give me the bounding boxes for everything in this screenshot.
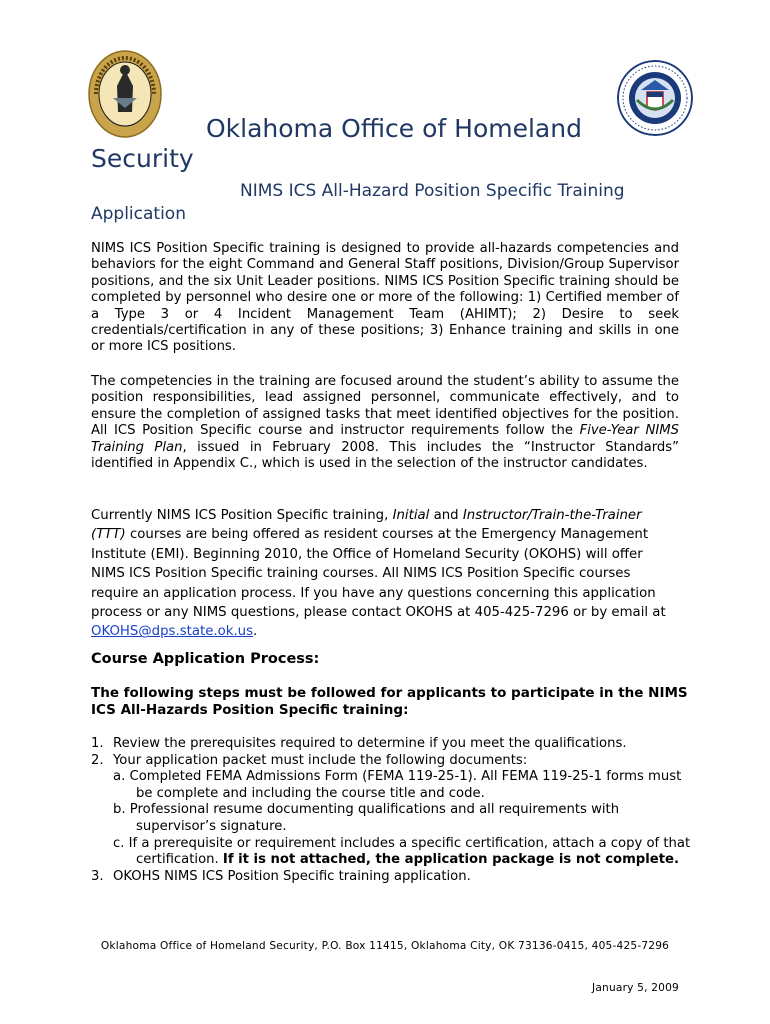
list-number: 2. [91,752,104,768]
paragraph-text: courses are being offered as resident courses at the Emergency Management Institute (EMI). Beginning 2010, the Office of Homeland Security (OKOHS) will offer NIMS ICS Position Specific training courses. All NIMS ICS Position Specific courses require an application process. If you have any questions concerning this application process or any NIMS questions, please contact OKOHS at 405-425-7296 or by email at [91,527,666,621]
sub-list-item [91,836,691,869]
courses-paragraph [91,506,679,642]
sub-list-item [91,802,691,835]
list-item-text: Review the prerequisites required to determine if you meet the qualifications. [113,736,627,751]
contact-email-link[interactable]: OKOHS@dps.state.ok.us [91,624,254,640]
oklahoma-homeland-security-seal [88,50,162,138]
dhs-seal [617,60,693,136]
list-number: 1. [91,736,104,751]
process-intro: The following steps must be followed for applicants to participate in the NIMS ICS All-Hazards Position Specific training: [91,685,688,718]
paragraph-text: Currently NIMS ICS Position Specific training, [91,508,393,523]
paragraph-text: The competencies in the training are focused around the student’s ability to assume the position responsibilities, lead assigned personnel, communicate effectively, and to ensure the completion of assigned tasks that meet identified objectives for the position. All ICS Position Specific course and instructor requirements follow the [91,374,679,439]
list-letter: b. [113,802,126,818]
list-item [91,869,691,886]
list-letter: c. [113,835,125,851]
list-item [91,753,691,770]
paragraph-text: . [253,624,258,640]
list-item-text: Your application packet must include the following documents: [113,752,528,768]
paragraph-text: and [429,508,463,523]
page-title-continued: Security [91,144,194,173]
process-heading: Course Application Process: [91,651,320,667]
competencies-paragraph [91,374,679,472]
paragraph-text: , issued in February 2008. This includes the “Instructor Standards” identified in Appendix C., which is used in the selection of the instructor candidates. [91,439,679,472]
sub-list-item [91,769,691,802]
course-type-initial: Initial [392,508,430,523]
page-subtitle-continued: Application [91,204,186,224]
page-subtitle: NIMS ICS All-Hazard Position Specific Training [240,181,625,201]
list-number: 3. [91,868,104,884]
sub-list-item-text: If a prerequisite or requirement includes a specific certification, attach a copy of that certification. [128,835,691,868]
page-title: Oklahoma Office of Homeland [206,114,582,143]
training-plan-title: Five-Year NIMS Training Plan [91,423,679,455]
footer-address: Oklahoma Office of Homeland Security, P.O. Box 11415, Oklahoma City, OK 73136-0415, 405-425-7296 [100,940,670,952]
process-steps-list [91,736,691,885]
list-item-text: OKOHS NIMS ICS Position Specific training application. [113,868,471,884]
list-letter: a. [113,769,126,785]
course-type-ttt: Instructor/Train-the-Trainer (TTT) [91,508,642,543]
list-item [91,736,691,753]
sub-list-item-text: Completed FEMA Admissions Form (FEMA 119-25-1). All FEMA 119-25-1 forms must be complete and including the course title and code. [129,769,682,801]
sub-list-item-text: Professional resume documenting qualifications and all requirements with supervisor’s signature. [129,802,620,834]
intro-paragraph: NIMS ICS Position Specific training is designed to provide all-hazards competencies and behaviors for the eight Command and General Staff positions, Division/Group Supervisor positions, and the six Unit Leader positions. NIMS ICS Position Specific training should be completed by personnel who desire one or more of the following: 1) Certified member of a Type 3 or 4 Incident Management Team (AHIMT); 2) Desire to seek credentials/certification in any of these positions; 3) Enhance training and skills in one or more ICS positions. [91,241,679,355]
warning-text: If it is not attached, the application package is not complete. [222,852,679,868]
footer-date: January 5, 2009 [592,982,679,994]
